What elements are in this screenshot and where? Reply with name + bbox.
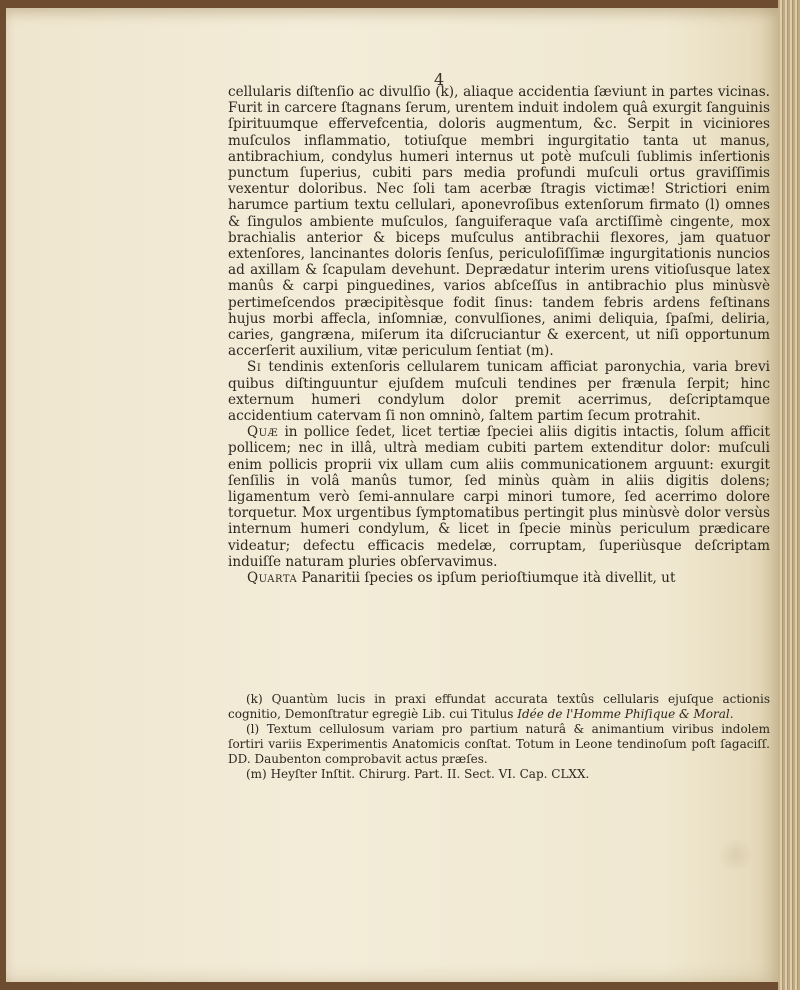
paragraph-3-text: in pollice ſedet, licet tertiæ ſpeciei aliis digitis intactis, ſolum afficit pollicem; nec in illâ, ultrà mediam cubiti partem extenditur dolor: muſculi enim pollicis proprii vix ullam cum aliis communicationem arguunt: exurgit ſenſilis in volâ manûs tumor, ſed minùs quàm in aliis digitis dolens; ligamentum verò ſemi-annulare carpi minori tumore, ſed acerrimo dolore torquetur. Mox urgentibus ſymptomatibus pertingit plus minùsvè dolor versùs internum humeri condylum, & licet in ſpecie minùs periculum prædicare videatur; defectu efficacis medelæ, corruptam, ſuperiùsque deſcriptam induiſſe naturam pluries obſervavimus. <box>228 424 770 570</box>
paragraph-3-lead: Quæ <box>247 424 279 441</box>
footnote-m-text: Heyſter Inſtit. Chirurg. Part. II. Sect. VI. Cap. CLXX. <box>266 767 590 781</box>
footnote-k-mark: (k) <box>246 692 263 706</box>
footnote-l-mark: (l) <box>246 722 260 736</box>
footnote-m <box>228 767 770 782</box>
paper-stain <box>716 840 756 870</box>
footnote-l <box>228 722 770 767</box>
paragraph-4 <box>228 570 770 586</box>
paragraph-2 <box>228 359 770 424</box>
paragraph-2-text: tendinis extenſoris cellularem tunicam afficiat paronychia, varia brevi quibus diſtinguuntur ejuſdem muſculi tendines per frænula ſerpit; hinc externum humeri condylum dolor premit acerrimus, deſcriptamque accidentium catervam ſi non omninò, ſaltem partim ſecum protrahit. <box>228 359 770 425</box>
paragraph-4-text: Panaritii ſpecies os ipſum perioſtiumque ità divellit, ut <box>297 570 676 587</box>
page-edges <box>778 0 800 990</box>
paragraph-2-lead: Si <box>247 359 262 376</box>
paragraph-4-lead: Quarta <box>247 570 298 587</box>
footnote-k-text: Quantùm lucis in praxi effundat accurata textûs cellularis ejuſque actionis cognitio, Demonſtratur egregiè Lib. cui Titulus <box>228 692 770 721</box>
page-number: 4 <box>434 70 445 89</box>
footnote-m-mark: (m) <box>246 767 267 781</box>
footnote-l-text: Textum cellulosum variam pro partium naturâ & animantium viribus indolem ſortiri variis Experimentis Anatomicis conſtat. Totum in Leone tendinoſum poſt ſagaciſſ. DD. Daubenton comprobavit actus præſes. <box>228 722 770 766</box>
footnote-k <box>228 692 770 722</box>
paragraph-3 <box>228 424 770 570</box>
footnote-k-title: Idée de l'Homme Phiſique & Moral. <box>517 707 734 721</box>
main-text <box>228 84 770 586</box>
paragraph-1: cellularis diſtenſio ac divulſio (k), aliaque accidentia ſæviunt in partes vicinas. Furit in carcere ſtagnans ſerum, urentem induit indolem quâ exurgit ſanguinis ſpirituumque effervefcentia, doloris augmentum, &c. Serpit in viciniores muſculos inflammatio, totiuſque membri ingurgitatio tanta ut manus, antibrachium, condylus humeri internus ut potè muſculi ſublimis inſertionis punctum ſuperius, cubiti pars media profundi muſculi ortus graviſſimis vexentur doloribus. Nec ſoli tam acerbæ ſtragis victimæ! Strictiori enim harumce partium textu cellulari, aponevroſibus extenſorum firmato (l) omnes & ſingulos ambiente muſculos, ſanguiferaque vaſa arctiſſimè cingente, mox brachialis anterior & biceps muſculus antibrachii flexores, jam quatuor extenſores, lancinantes doloris ſenſus, periculoſiſſimæ ingurgitationis nuncios ad axillam & ſcapulam devehunt. Deprædatur interim urens vitioſusque latex manûs & carpi pinguedines, varios abſceſſus in antibrachio plus minùsvè pertimeſcendos præcipitèsque fodit ſinus: tandem febris ardens feſtinans hujus morbi affecla, inſomniæ, convulſiones, animi deliquia, ſpaſmi, deliria, caries, gangræna, miſerum ita diſcruciantur & exercent, ut niſi opportunum accerſerit auxilium, vitæ periculum ſentiat (m). <box>228 84 770 360</box>
footnotes <box>228 692 770 782</box>
